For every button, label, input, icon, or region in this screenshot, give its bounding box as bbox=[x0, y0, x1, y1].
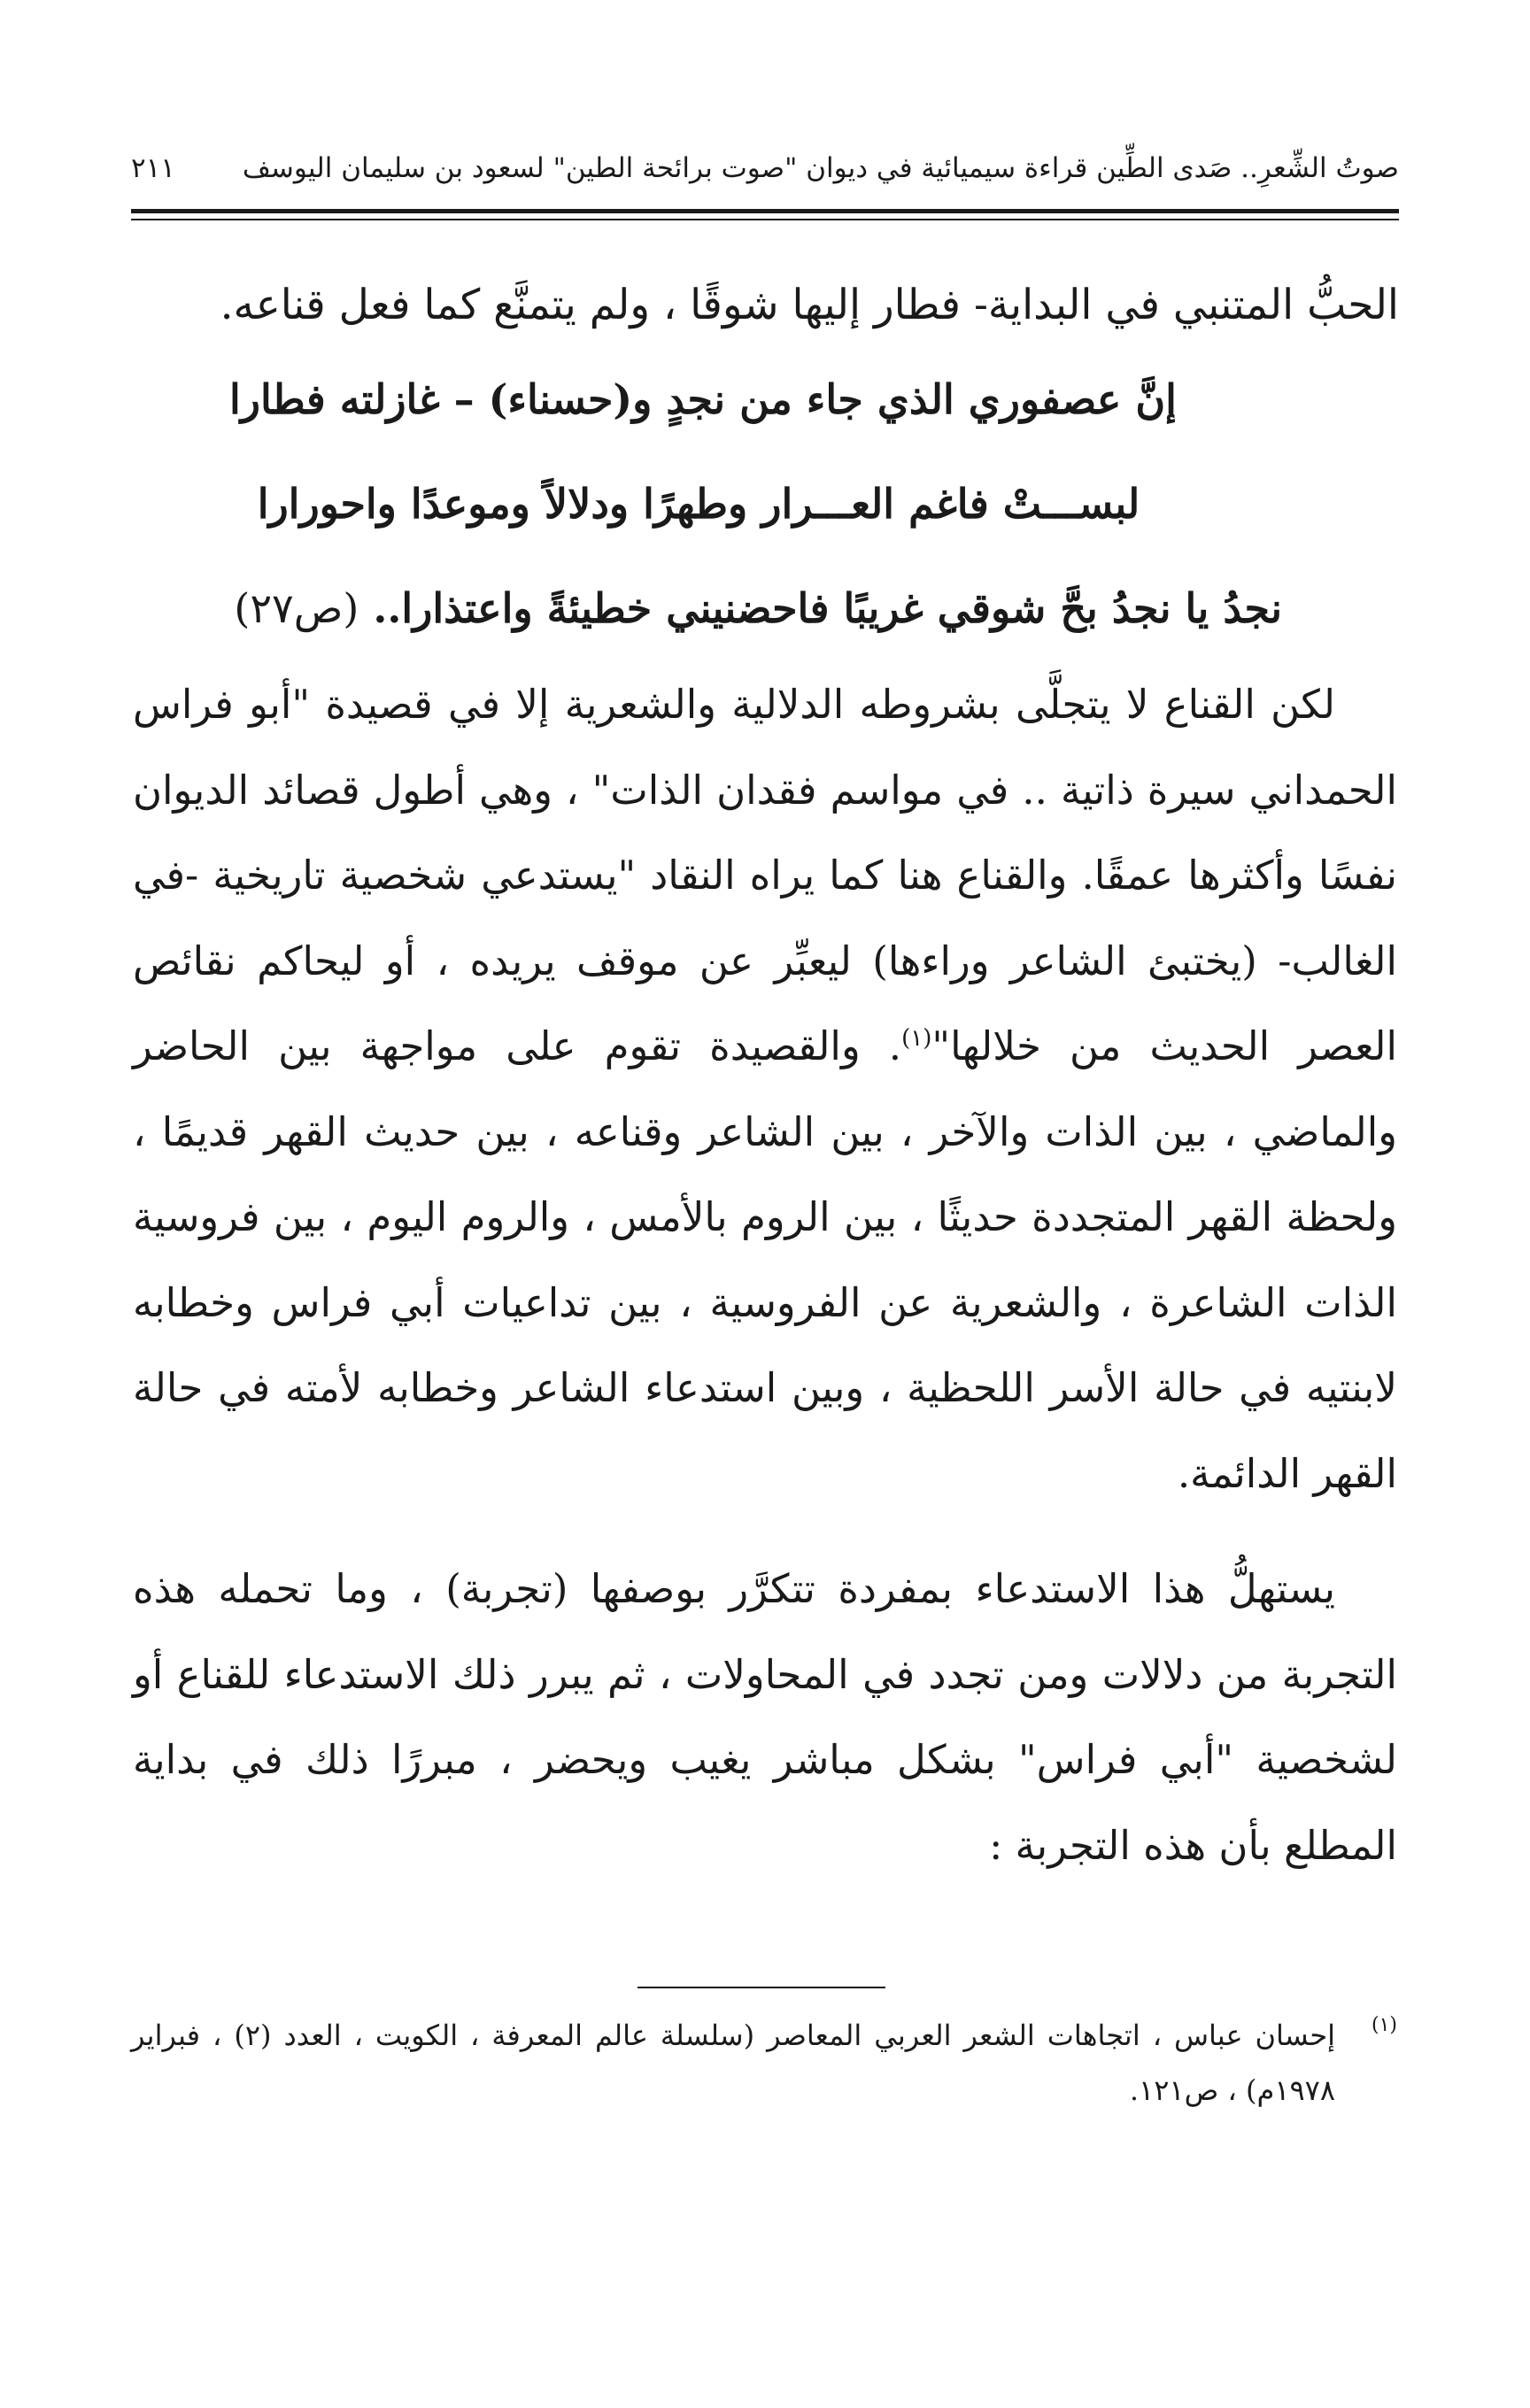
page-number: ٢١١ bbox=[131, 152, 175, 184]
paragraph-text: يستهلُّ هذا الاستدعاء بمفردة تتكرَّر بوصفها (تجربة) ، وما تحمله هذه التجربة من دلالات ومن تجدد في المحاولات ، ثم يبرر ذلك الاستدعاء للقناع أو لشخصية "أبي فراس" بشكل مباشر يغيب ويحضر ، مبررًا ذلك في بداية المطلع بأن هذه التجربة : bbox=[133, 1565, 1397, 1869]
body-text bbox=[133, 662, 1397, 1888]
verse-text: نجدُ يا نجدُ بحَّ شوقي غريبًا فاحضنيني خطيئةً واعتذارا.. bbox=[373, 584, 1282, 632]
footnote-separator bbox=[638, 1987, 885, 1988]
footnote bbox=[131, 2008, 1397, 2118]
footnote-text: إحسان عباس ، اتجاهات الشعر العربي المعاصر (سلسلة عالم المعرفة ، الكويت ، العدد (٢) ، فبراير ١٩٧٨م) ، ص١٢١. bbox=[131, 2018, 1336, 2107]
paragraph-text: لكن القناع لا يتجلَّى بشروطه الدلالية والشعرية إلا في قصيدة "أبو فراس الحمداني سيرة ذاتية .. في مواسم فقدان الذات" ، وهي أطول قصائد الديوان نفسًا وأكثرها عمقًا. والقناع هنا كما يراه النقاد "يستدعي شخصية تاريخية -في الغالب- (يختبئ الشاعر وراءها) ليعبِّر عن موقف يريده ، أو ليحاكم نقائص العصر الحديث من خلالها" bbox=[133, 681, 1398, 1069]
verse-reference: (ص٢٧) bbox=[234, 584, 359, 632]
verse-text: لبســـتْ فاغم العـــرار وطهرًا ودلالاً وموعدًا واحورارا bbox=[257, 480, 1140, 528]
paragraph bbox=[133, 1547, 1397, 1888]
header-rule-thick bbox=[131, 209, 1399, 213]
running-header bbox=[131, 142, 1399, 195]
verse-text: إنَّ عصفوري الذي جاء من نجدٍ و(حسناء) – غازلته فطارا bbox=[229, 375, 1177, 423]
header-rule-thin bbox=[131, 219, 1399, 220]
paragraph-text: . والقصيدة تقوم على مواجهة بين الحاضر والماضي ، بين الذات والآخر ، بين الشاعر وقناعه ، بين حديث القهر قديمًا ، ولحظة القهر المتجددة حديثًا ، بين الروم بالأمس ، والروم اليوم ، بين فروسية الذات الشاعرة ، والشعرية عن الفروسية ، بين تداعيات أبي فراس وخطابه لابنتيه في حالة الأسر اللحظية ، وبين استدعاء الشاعر وخطابه لأمته في حالة القهر الدائمة. bbox=[133, 1023, 1397, 1497]
footnote-number: (١) bbox=[1371, 2014, 1397, 2036]
poem-verse bbox=[133, 556, 1397, 660]
poem-verse bbox=[133, 347, 1397, 452]
paragraph bbox=[133, 662, 1397, 1517]
running-title: صوتُ الشِّعرِ.. صَدى الطِّين قراءة سيميائية في ديوان "صوت برائحة الطين" لسعود بن سليمان اليوسف bbox=[242, 152, 1399, 184]
footnote-marker[interactable]: (١) bbox=[901, 1025, 932, 1052]
poem-verse bbox=[133, 452, 1397, 556]
intro-line: الحبُّ المتنبي في البداية- فطار إليها شوقًا ، ولم يتمنَّع كما فعل قناعه. bbox=[220, 281, 1399, 329]
poem-block bbox=[133, 347, 1397, 660]
